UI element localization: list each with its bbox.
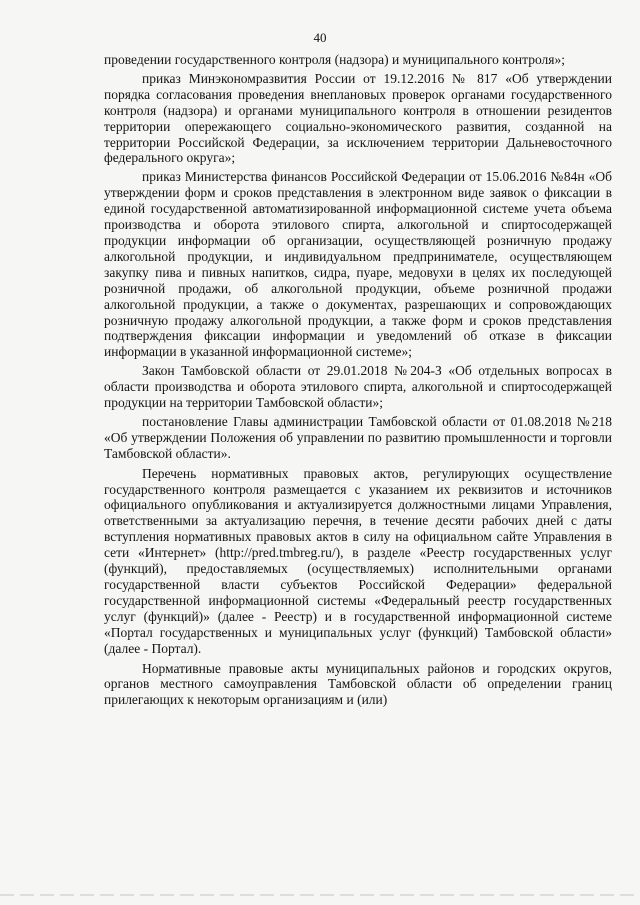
page-number: 40 — [313, 30, 327, 45]
paragraph-list-of-acts: Перечень нормативных правовых актов, регулирующих осуществление государственного контроля размещается с указанием их реквизитов и источников официального опубликования и актуализируется должностными лицами Управления, ответственными за актуализацию перечня, в течение десяти рабочих дней с даты вступления нормативных правовых актов в силу на официальном сайте Управления в сети «Интернет» (http://pred.tmbreg.ru/), в разделе «Реестр государственных услуг (функций), предоставляемых (осуществляемых) исполнительными органами государственной власти субъектов Российской Федерации» федеральной государственной информационной системы «Федеральный реестр государственных услуг (функций)» (далее - Реестр) и в государственной информационной системе «Портал государственных и муниципальных услуг (функций) Тамбовской области» (далее - Портал). — [104, 465, 612, 656]
document-body — [104, 52, 612, 711]
paragraph-order-minecon-817: приказ Минэкономразвития России от 19.12.2016 № 817 «Об утверждении порядка согласования проведения внеплановых проверок органами государственного контроля (надзора) и органами муниципального контроля в отношении резидентов территории опережающего социально-экономического развития, созданной на территории Российской Федерации, за исключением территории Дальневосточного федерального округа»; — [104, 70, 612, 166]
paragraph-municipal-acts: Нормативные правовые акты муниципальных районов и городских округов, органов местного самоуправления Тамбовской области об определении границ прилегающих к некоторым организациям и (или) — [104, 660, 612, 708]
paragraph-resolution-218: постановление Главы администрации Тамбовской области от 01.08.2018 №218 «Об утверждении Положения об управлении по развитию промышленности и торговли Тамбовской области». — [104, 413, 612, 461]
paragraph-order-minfin-84n: приказ Министерства финансов Российской Федерации от 15.06.2016 №84н «Об утверждении форм и сроков представления в электронном виде заявок о фиксации в единой государственной автоматизированной информационной системе учета объема производства и оборота этилового спирта, алкогольной и спиртосодержащей продукции информации об организации, осуществляющей розничную продажу алкогольной продукции, и индивидуальном предпринимателе, осуществляющем закупку пива и пивных напитков, сидра, пуаре, медовухи в целях их последующей розничной продажи, об алкогольной продукции, объеме розничной продажи алкогольной продукции, а также о документах, разрешающих и сопровождающих розничную продажу алкогольной продукции, а также форм и сроков представления подтверждения фиксации информации и уведомлений об отказе в фиксации информации в указанной информационной системе»; — [104, 169, 612, 360]
paragraph-continuation: проведении государственного контроля (надзора) и муниципального контроля»; — [104, 52, 565, 67]
paragraph-law-tambov-204: Закон Тамбовской области от 29.01.2018 №204-З «Об отдельных вопросах в области производства и оборота этилового спирта, алкогольной и спиртосодержащей продукции на территории Тамбовской области»; — [104, 363, 612, 411]
scan-edge-artifact — [0, 894, 640, 896]
